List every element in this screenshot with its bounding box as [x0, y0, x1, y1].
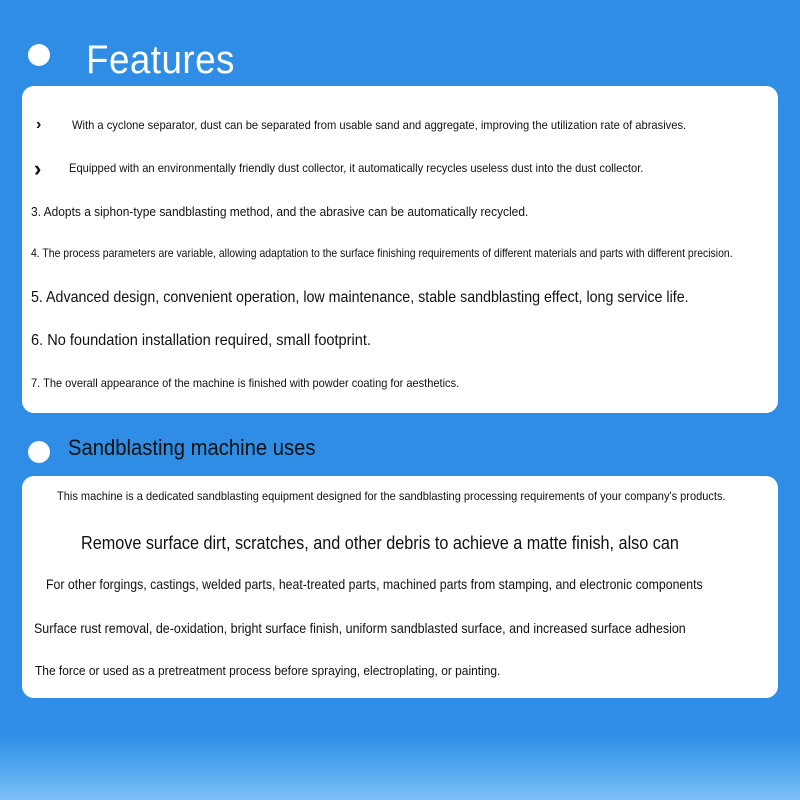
features-title: Features — [86, 38, 235, 82]
feature-item-6: 6. No foundation installation required, small footprint. — [31, 332, 371, 349]
background-light-band — [0, 735, 800, 800]
uses-line-5: The force or used as a pretreatment process before spraying, electroplating, or painting. — [35, 663, 501, 678]
chevron-right-icon: › — [36, 116, 42, 133]
feature-item-4: 4. The process parameters are variable, allowing adaptation to the surface finishing requirements of different materials and parts with different precision. — [31, 246, 733, 260]
feature-item-7: 7. The overall appearance of the machine is finished with powder coating for aesthetics. — [31, 376, 460, 390]
uses-card — [22, 476, 778, 698]
bullet-dot-icon — [28, 441, 50, 463]
feature-item-5: 5. Advanced design, convenient operation, low maintenance, stable sandblasting effect, long service life. — [31, 289, 689, 306]
bullet-dot-icon — [28, 44, 50, 66]
feature-item-2: Equipped with an environmentally friendly dust collector, it automatically recycles useless dust into the dust collector. — [69, 161, 644, 175]
uses-line-1: This machine is a dedicated sandblasting equipment designed for the sandblasting processing requirements of your company's products. — [57, 489, 726, 503]
uses-line-3: For other forgings, castings, welded parts, heat-treated parts, machined parts from stamping, and electronic components — [46, 576, 703, 592]
feature-item-1: With a cyclone separator, dust can be separated from usable sand and aggregate, improving the utilization rate of abrasives. — [72, 118, 687, 132]
uses-title: Sandblasting machine uses — [68, 435, 316, 460]
feature-item-3: 3. Adopts a siphon-type sandblasting method, and the abrasive can be automatically recycled. — [31, 204, 529, 219]
chevron-right-icon: › — [34, 156, 42, 181]
uses-line-4: Surface rust removal, de-oxidation, bright surface finish, uniform sandblasted surface, and increased surface adhesion — [34, 620, 686, 636]
uses-line-2: Remove surface dirt, scratches, and other debris to achieve a matte finish, also can — [81, 533, 679, 553]
features-card — [22, 86, 778, 413]
